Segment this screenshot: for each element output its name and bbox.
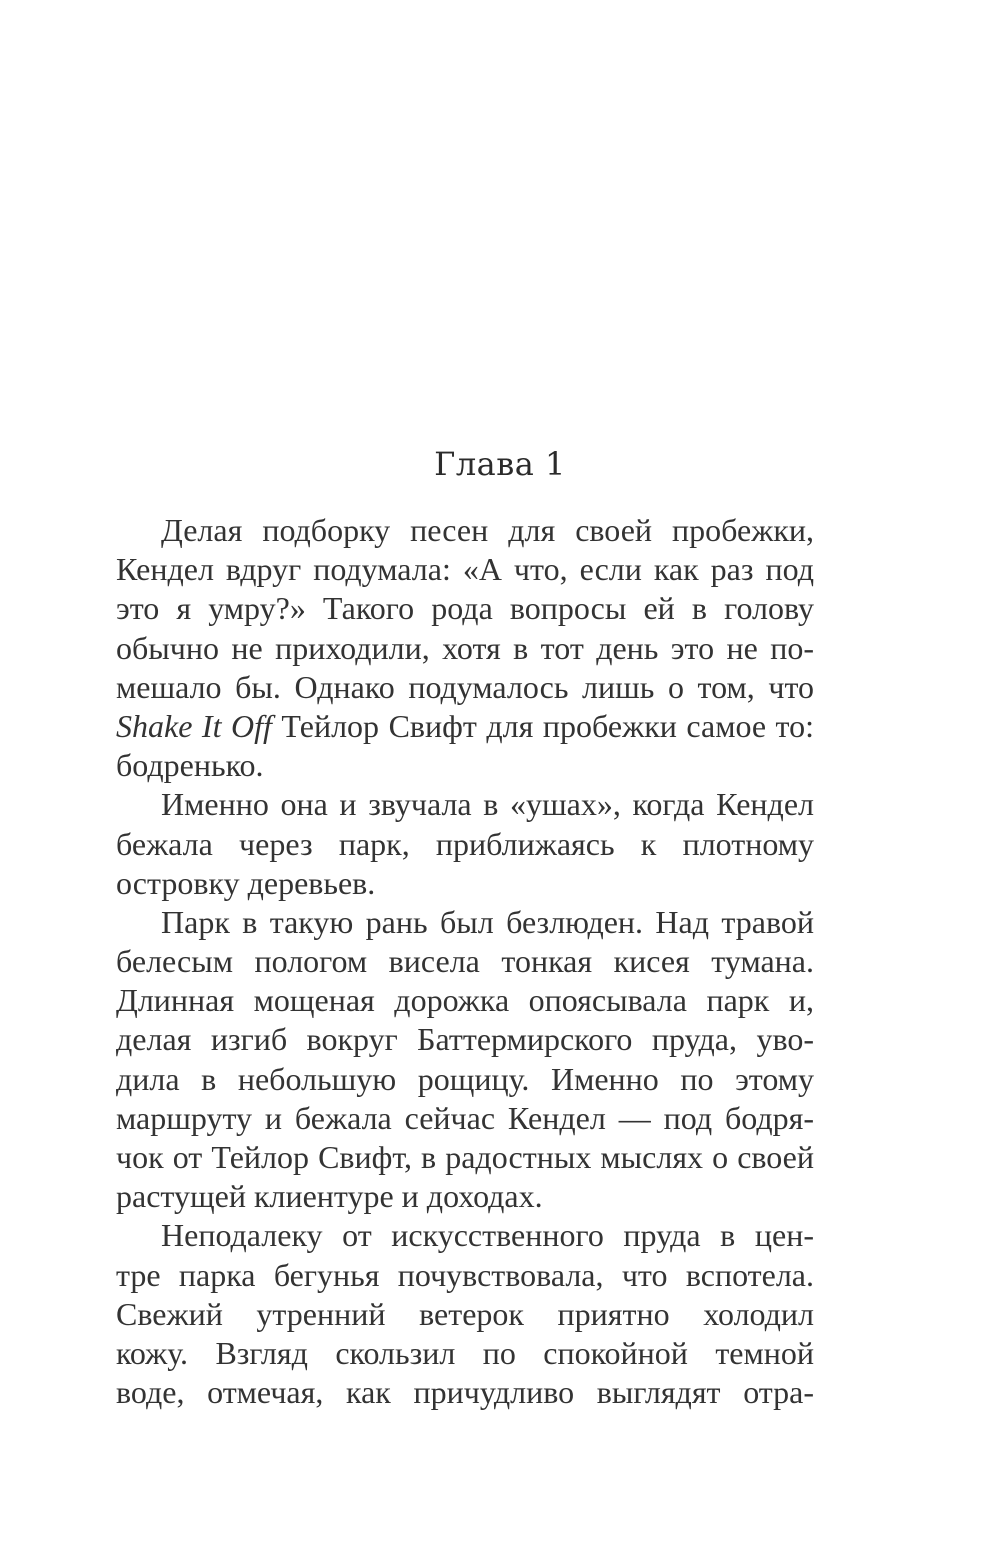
text-line: обычно не приходили, хотя в тот день это не по- bbox=[116, 629, 814, 666]
text-line: тре парка бегунья почувствовала, что вспотела. bbox=[116, 1256, 814, 1293]
text-line: Длинная мощеная дорожка опоясывала парк и, bbox=[116, 982, 814, 1019]
text-line: чок от Тейлор Свифт, в радостных мыслях о своей bbox=[116, 1139, 814, 1175]
text-line: Делая подборку песен для своей пробежки, bbox=[161, 512, 814, 548]
text-line: это я умру?» Такого рода вопросы ей в голову bbox=[116, 590, 814, 627]
paragraph-1 bbox=[116, 511, 814, 785]
text-line: делая изгиб вокруг Баттермирского пруда, уво- bbox=[116, 1021, 814, 1058]
text-line: растущей клиентуре и доходах. bbox=[116, 1178, 543, 1215]
text-line-rest: Тейлор Свифт для пробежки самое то: bbox=[271, 707, 814, 744]
text-line: белесым пологом висела тонкая кисея тумана. bbox=[116, 943, 814, 980]
text-line: Кендел вдруг подумала: «А что, если как раз под bbox=[116, 551, 814, 588]
text-line: кожу. Взгляд скользил по спокойной темной bbox=[116, 1334, 814, 1371]
text-line: бодренько. bbox=[116, 747, 264, 784]
text-line: Неподалеку от искусственного пруда в цен- bbox=[161, 1217, 814, 1254]
text-line: воде, отмечая, как причудливо выглядят отра- bbox=[116, 1374, 814, 1411]
text-line: дила в небольшую рощицу. Именно по этому bbox=[116, 1060, 814, 1097]
text-line: Свежий утренний ветерок приятно холодил bbox=[116, 1295, 814, 1332]
song-title: Shake It Off bbox=[116, 707, 272, 744]
text-line: бежала через парк, приближаясь к плотному bbox=[116, 825, 814, 862]
paragraph-2 bbox=[116, 785, 814, 903]
paragraph-3 bbox=[116, 903, 814, 1217]
chapter-title: Глава 1 bbox=[434, 445, 566, 483]
text-line bbox=[116, 707, 814, 746]
text-line: островку деревьев. bbox=[116, 864, 376, 901]
text-line: маршруту и бежала сейчас Кендел — под бодря- bbox=[116, 1099, 814, 1136]
text-line: Парк в такую рань был безлюден. Над травой bbox=[161, 903, 814, 940]
text-line: мешало бы. Однако подумалось лишь о том, что bbox=[116, 668, 814, 705]
chapter-text bbox=[116, 511, 814, 1412]
paragraph-4 bbox=[116, 1216, 814, 1412]
text-line: Именно она и звучала в «ушах», когда Кендел bbox=[161, 786, 814, 823]
